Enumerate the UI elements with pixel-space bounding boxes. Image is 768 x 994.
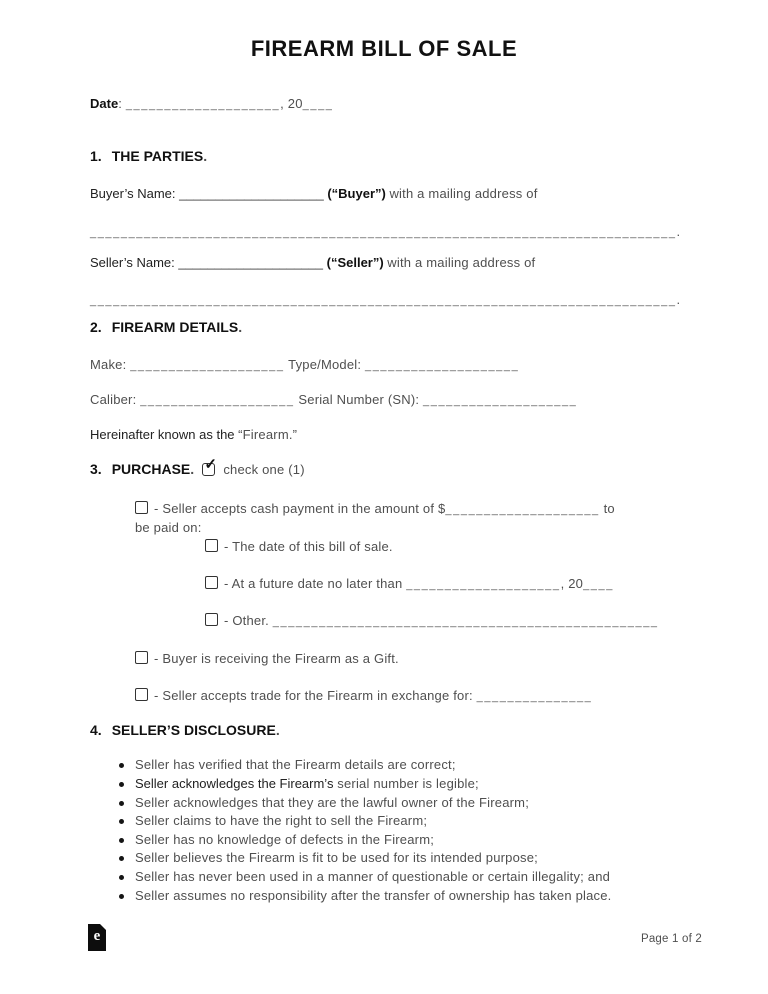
section-1-heading [90, 148, 207, 164]
section-2-title: FIREARM DETAILS [111, 319, 239, 335]
section-4-title: SELLER’S DISCLOSURE [111, 722, 276, 738]
option-cash-line2 [135, 520, 202, 536]
caliber-serial-line [90, 392, 577, 409]
disclosure-bullet-2 [135, 776, 479, 792]
buyer-name-blank: ____________________ [179, 186, 324, 201]
option-other-text: - Other. [224, 613, 273, 628]
disclosure-bullet-1 [135, 757, 456, 773]
option-cash-tail: to [599, 501, 615, 516]
bullet-1-light: Seller has verified that the Firearm details are correct; [135, 757, 456, 772]
gift-checkbox-icon[interactable] [135, 651, 148, 664]
option-cash-line1 [135, 501, 615, 518]
seller-tag: (“Seller”) [323, 255, 388, 270]
disclosure-bullet-7 [135, 869, 610, 885]
trade-blank: _______________ [476, 691, 593, 703]
bullet-5-light: Seller has no knowledge of defects in the Firearm; [135, 832, 435, 847]
future-date-blank: ____________________ [406, 579, 561, 591]
page-number: Page 1 of 2 [640, 933, 702, 945]
date-colon: : [118, 96, 126, 111]
checkmark-icon: ✓ [204, 456, 217, 473]
cash-checkbox-icon[interactable] [135, 501, 148, 514]
make-blank: ____________________ [130, 360, 285, 372]
option-gift-line [135, 651, 399, 667]
serial-number-blank: ____________________ [423, 395, 578, 407]
checked-checkbox-icon[interactable] [202, 456, 217, 476]
make-model-line [90, 357, 519, 374]
hereinafter-line [90, 427, 297, 443]
disclosure-bullet-6 [135, 850, 538, 866]
trade-checkbox-icon[interactable] [135, 688, 148, 701]
option-trade-line [135, 688, 592, 705]
bullet-3-light: Seller acknowledges that they are the lawful owner of the Firearm; [135, 795, 530, 810]
seller-name-label: Seller’s Name: [90, 255, 179, 270]
date-year-blank: ____ [302, 99, 334, 111]
future-date-checkbox-icon[interactable] [205, 576, 218, 589]
seller-address-blank: ____________________________________________________________________________ [90, 295, 677, 307]
buyer-name-line [90, 186, 538, 202]
seller-address-period: . [676, 292, 681, 307]
bullet-icon [119, 819, 124, 824]
bullet-icon [119, 875, 124, 880]
future-date-year-blank: ____ [583, 579, 614, 591]
section-3-heading [90, 456, 305, 478]
bullet-icon [119, 838, 124, 843]
buyer-name-label: Buyer’s Name: [90, 186, 180, 201]
date-blank: ____________________ [125, 99, 281, 111]
option-other-line [205, 613, 659, 630]
disclosure-bullet-5 [135, 832, 434, 848]
bill-date-checkbox-icon[interactable] [205, 539, 218, 552]
logo-letter: e [93, 928, 101, 944]
option-bill-date-line [205, 539, 393, 555]
section-1-title: THE PARTIES [111, 148, 204, 164]
option-trade-text: - Seller accepts trade for the Firearm in exchange for: [154, 688, 477, 703]
buyer-address-period: . [676, 224, 681, 239]
bullet-8-light: Seller assumes no responsibility after the transfer of ownership has taken place. [135, 888, 612, 903]
bullet-icon [119, 856, 124, 861]
date-year-prefix: , 20 [280, 96, 303, 111]
seller-address-intro: with a mailing address of [387, 255, 536, 270]
option-bill-date-text: - The date of this bill of sale. [224, 539, 393, 554]
section-4-heading [90, 722, 280, 738]
section-1-period: . [203, 148, 208, 164]
future-date-year-prefix: , 20 [560, 576, 584, 591]
type-model-blank: ____________________ [364, 360, 520, 372]
document-title: FIREARM BILL OF SALE [250, 36, 518, 61]
seller-address-line [90, 292, 680, 309]
option-gift-text: - Buyer is receiving the Firearm as a Gift. [154, 651, 399, 666]
section-4-number: 4. [90, 722, 102, 738]
section-1-number: 1. [90, 148, 102, 164]
bullet-2-light: serial number is legible; [333, 776, 479, 791]
type-model-label: Type/Model: [284, 357, 365, 372]
bullet-icon [119, 801, 124, 806]
bullet-7-light: Seller has never been used in a manner of questionable or certain illegality; and [135, 869, 611, 884]
disclosure-bullet-8 [135, 888, 612, 904]
bullet-4-light: Seller claims to have the right to sell the Firearm; [135, 813, 428, 828]
other-checkbox-icon[interactable] [205, 613, 218, 626]
section-2-number: 2. [90, 319, 102, 335]
disclosure-bullet-3 [135, 795, 529, 811]
section-2-heading [90, 319, 242, 335]
section-3-period: . [190, 461, 195, 477]
caliber-label: Caliber: [90, 392, 141, 407]
check-one-label: check one (1) [223, 462, 305, 477]
option-cash-text: - Seller accepts cash payment in the amount of $ [154, 501, 446, 516]
option-future-date-line [205, 576, 614, 593]
option-future-date-text: - At a future date no later than [224, 576, 407, 591]
make-label: Make: [90, 357, 131, 372]
other-blank: __________________________________________________ [272, 616, 659, 628]
section-2-period: . [238, 319, 243, 335]
disclosure-bullet-4 [135, 813, 427, 829]
section-3-number: 3. [90, 461, 102, 477]
seller-name-blank: ____________________ [178, 255, 323, 270]
cash-amount-blank: ____________________ [445, 504, 600, 516]
option-cash-text2: be paid on: [135, 520, 202, 535]
buyer-address-blank: ____________________________________________________________________________ [90, 227, 677, 239]
bullet-icon [119, 894, 124, 899]
hereinafter-text: Hereinafter known as the [90, 427, 239, 442]
date-label: Date [90, 96, 119, 111]
date-line [90, 96, 334, 113]
section-3-title: PURCHASE [111, 461, 191, 477]
bullet-6-light: Seller believes the Firearm is fit to be used for its intended purpose; [135, 850, 538, 865]
buyer-address-line [90, 224, 680, 241]
bullet-icon [119, 763, 124, 768]
caliber-blank: ____________________ [140, 395, 295, 407]
firearm-term: “Firearm.” [238, 427, 298, 442]
seller-name-line [90, 255, 535, 271]
eforms-logo-icon [88, 924, 106, 951]
serial-number-label: Serial Number (SN): [294, 392, 424, 407]
bullet-2-dark: Seller acknowledges the Firearm’s [135, 776, 334, 791]
section-4-period: . [275, 722, 280, 738]
buyer-address-intro: with a mailing address of [389, 186, 538, 201]
bullet-icon [119, 782, 124, 787]
buyer-tag: (“Buyer”) [323, 186, 390, 201]
